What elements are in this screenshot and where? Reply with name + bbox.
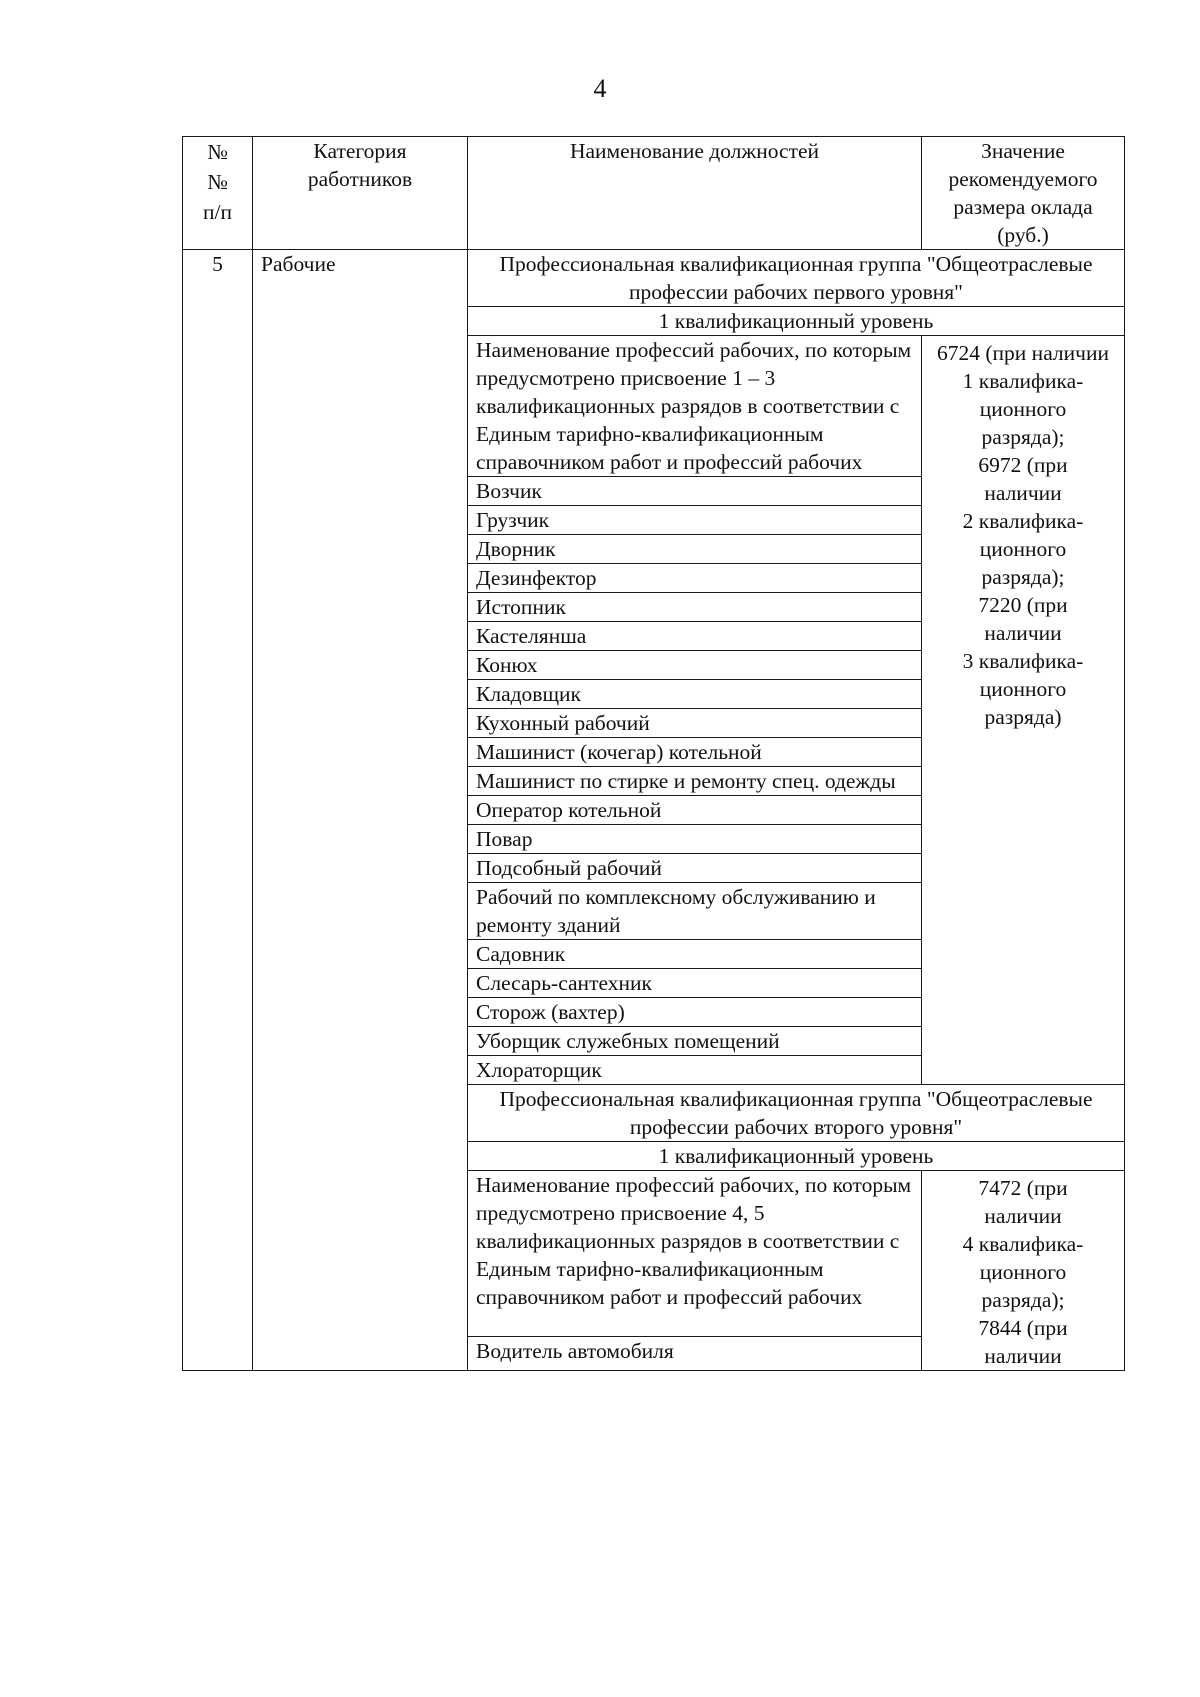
group1-description: Наименование профессий рабочих, по которым предусмотрено присвоение 1 – 3 квалификационных разрядов в соответствии с Единым тарифно-квалификационным справочником работ и профессий рабочих: [468, 336, 922, 477]
job-title: Водитель автомобиля: [468, 1336, 922, 1370]
job-title: Хлораторщик: [468, 1056, 922, 1085]
group1-level: 1 квалификационный уровень: [468, 307, 1125, 336]
group1-salary: 6724 (при наличии 1 квалифика- ционного разряда); 6972 (при наличии 2 квалифика- ционного разряда); 7220 (при наличии 3 квалифика- ционного разряда): [922, 336, 1125, 1085]
job-title: Машинист (кочегар) котельной: [468, 738, 922, 767]
header-category: Категория работников: [253, 137, 468, 250]
job-title: Подсобный рабочий: [468, 854, 922, 883]
job-title: Машинист по стирке и ремонту спец. одежды: [468, 767, 922, 796]
job-title: Истопник: [468, 593, 922, 622]
salary-table-body: [183, 137, 1125, 1371]
job-title: Уборщик служебных помещений: [468, 1027, 922, 1056]
job-title: Конюх: [468, 651, 922, 680]
job-title: Слесарь-сантехник: [468, 969, 922, 998]
job-title: Рабочий по комплексному обслуживанию и ремонту зданий: [468, 883, 922, 940]
job-title: Повар: [468, 825, 922, 854]
job-title: Кухонный рабочий: [468, 709, 922, 738]
group2-description: Наименование профессий рабочих, по которым предусмотрено присвоение 4, 5 квалификационных разрядов в соответствии с Единым тарифно-квалификационным справочником работ и профессий рабочих: [468, 1171, 922, 1337]
group1-title: Профессиональная квалификационная группа "Общеотраслевые профессии рабочих первого уровня": [468, 250, 1125, 307]
header-row: [183, 137, 1125, 250]
job-title: Кладовщик: [468, 680, 922, 709]
group2-level: 1 квалификационный уровень: [468, 1142, 1125, 1171]
job-title: Оператор котельной: [468, 796, 922, 825]
job-title: Кастелянша: [468, 622, 922, 651]
header-salary: Значение рекомендуемого размера оклада (руб.): [922, 137, 1125, 250]
job-title: Возчик: [468, 477, 922, 506]
row-number: 5: [183, 250, 253, 1371]
job-title: Дворник: [468, 535, 922, 564]
page-number: 4: [593, 74, 607, 103]
group1-title-row: [183, 250, 1125, 307]
job-title: Дезинфектор: [468, 564, 922, 593]
row-category: Рабочие: [253, 250, 468, 1371]
header-position: Наименование должностей: [468, 137, 922, 250]
header-num: № № п/п: [183, 137, 253, 250]
job-title: Садовник: [468, 940, 922, 969]
group2-salary: 7472 (при наличии 4 квалифика- ционного разряда); 7844 (при наличии: [922, 1171, 1125, 1371]
salary-table: [182, 136, 1125, 1371]
job-title: Сторож (вахтер): [468, 998, 922, 1027]
group2-title: Профессиональная квалификационная группа "Общеотраслевые профессии рабочих второго уровня": [468, 1085, 1125, 1142]
job-title: Грузчик: [468, 506, 922, 535]
